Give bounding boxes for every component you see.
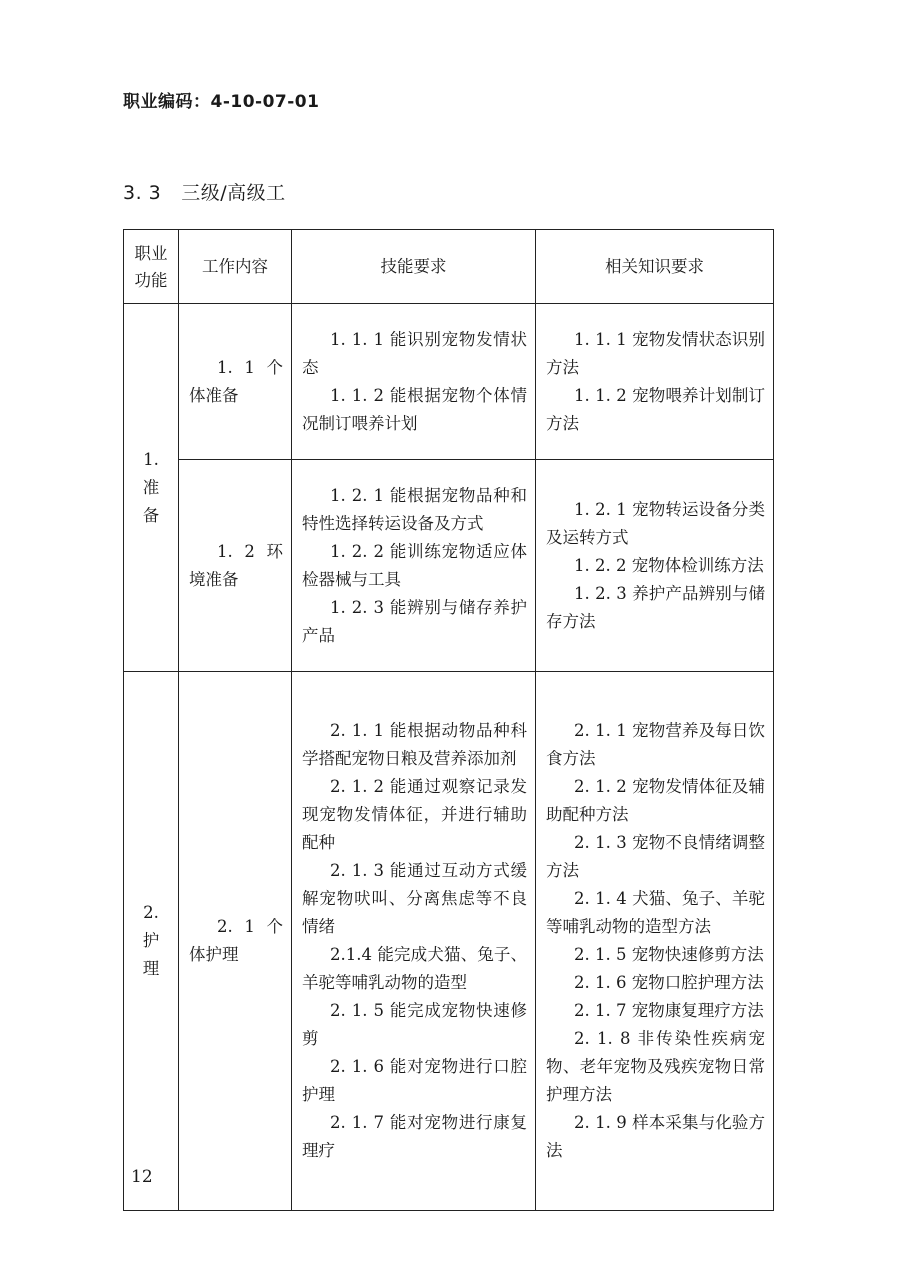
- knowledge-item: 2. 1. 5 宠物快速修剪方法: [574, 945, 764, 964]
- skill-item: 2.1.4 能完成犬猫、兔子、羊驼等哺乳动物的造型: [302, 945, 527, 992]
- content-cell: [179, 672, 292, 1211]
- function-cell: 1. 准 备: [124, 304, 179, 672]
- table-header-row: [124, 230, 774, 304]
- header-function: 职业 功能: [124, 230, 179, 304]
- skill-item: 2. 1. 7 能对宠物进行康复理疗: [302, 1113, 527, 1160]
- content-text: 1. 1 个体准备: [189, 357, 283, 405]
- knowledge-item: 2. 1. 3 宠物不良情绪调整方法: [546, 833, 765, 880]
- requirements-table: [123, 229, 774, 1211]
- skills-cell: [292, 304, 536, 460]
- header-content: 工作内容: [179, 230, 292, 304]
- knowledge-item: 2. 1. 6 宠物口腔护理方法: [574, 973, 764, 992]
- page-number: 12: [131, 1167, 153, 1187]
- knowledge-item: 2. 1. 4 犬猫、兔子、羊驼等哺乳动物的造型方法: [546, 889, 765, 936]
- table-row: [124, 672, 774, 1211]
- skill-item: 1. 2. 3 能辨别与储存养护产品: [302, 597, 527, 645]
- skill-item: 1. 2. 1 能根据宠物品种和特性选择转运设备及方式: [302, 485, 527, 533]
- skill-item: 2. 1. 1 能根据动物品种科学搭配宠物日粮及营养添加剂: [302, 721, 527, 768]
- skill-item: 2. 1. 3 能通过互动方式缓解宠物吠叫、分离焦虑等不良情绪: [302, 861, 527, 936]
- knowledge-item: 1. 2. 2 宠物体检训练方法: [574, 555, 764, 575]
- table-row: [124, 460, 774, 672]
- section-number: 3. 3: [123, 182, 162, 204]
- skills-cell: [292, 672, 536, 1211]
- skill-item: 2. 1. 6 能对宠物进行口腔护理: [302, 1057, 527, 1104]
- content-text: 2. 1 个体护理: [189, 917, 283, 964]
- content-text: 1. 2 环境准备: [189, 541, 283, 589]
- knowledge-item: 2. 1. 2 宠物发情体征及辅助配种方法: [546, 777, 765, 824]
- skill-item: 1. 1. 1 能识别宠物发情状态: [302, 329, 527, 377]
- knowledge-item: 1. 2. 1 宠物转运设备分类及运转方式: [546, 499, 765, 547]
- knowledge-cell: [536, 672, 774, 1211]
- skill-item: 1. 2. 2 能训练宠物适应体检器械与工具: [302, 541, 527, 589]
- section-heading: [123, 178, 286, 205]
- knowledge-item: 2. 1. 9 样本采集与化验方法: [546, 1113, 765, 1160]
- knowledge-item: 1. 1. 1 宠物发情状态识别方法: [546, 329, 765, 377]
- table-row: [124, 304, 774, 460]
- knowledge-item: 2. 1. 1 宠物营养及每日饮食方法: [546, 721, 765, 768]
- content-cell: [179, 460, 292, 672]
- knowledge-item: 2. 1. 7 宠物康复理疗方法: [574, 1001, 764, 1020]
- knowledge-item: 1. 1. 2 宠物喂养计划制订方法: [546, 385, 765, 433]
- header-knowledge: 相关知识要求: [536, 230, 774, 304]
- skill-item: 2. 1. 5 能完成宠物快速修剪: [302, 1001, 527, 1048]
- knowledge-item: 2. 1. 8 非传染性疾病宠物、老年宠物及残疾宠物日常护理方法: [546, 1029, 765, 1104]
- occupation-code: 职业编码：4-10-07-01: [123, 92, 320, 112]
- knowledge-item: 1. 2. 3 养护产品辨别与储存方法: [546, 583, 765, 631]
- section-title: 三级/高级工: [181, 182, 286, 204]
- skill-item: 1. 1. 2 能根据宠物个体情况制订喂养计划: [302, 385, 527, 433]
- knowledge-cell: [536, 304, 774, 460]
- header-skills: 技能要求: [292, 230, 536, 304]
- skill-item: 2. 1. 2 能通过观察记录发现宠物发情体征，并进行辅助配种: [302, 777, 527, 852]
- skills-cell: [292, 460, 536, 672]
- knowledge-cell: [536, 460, 774, 672]
- content-cell: [179, 304, 292, 460]
- function-cell: 2. 护 理: [124, 672, 179, 1211]
